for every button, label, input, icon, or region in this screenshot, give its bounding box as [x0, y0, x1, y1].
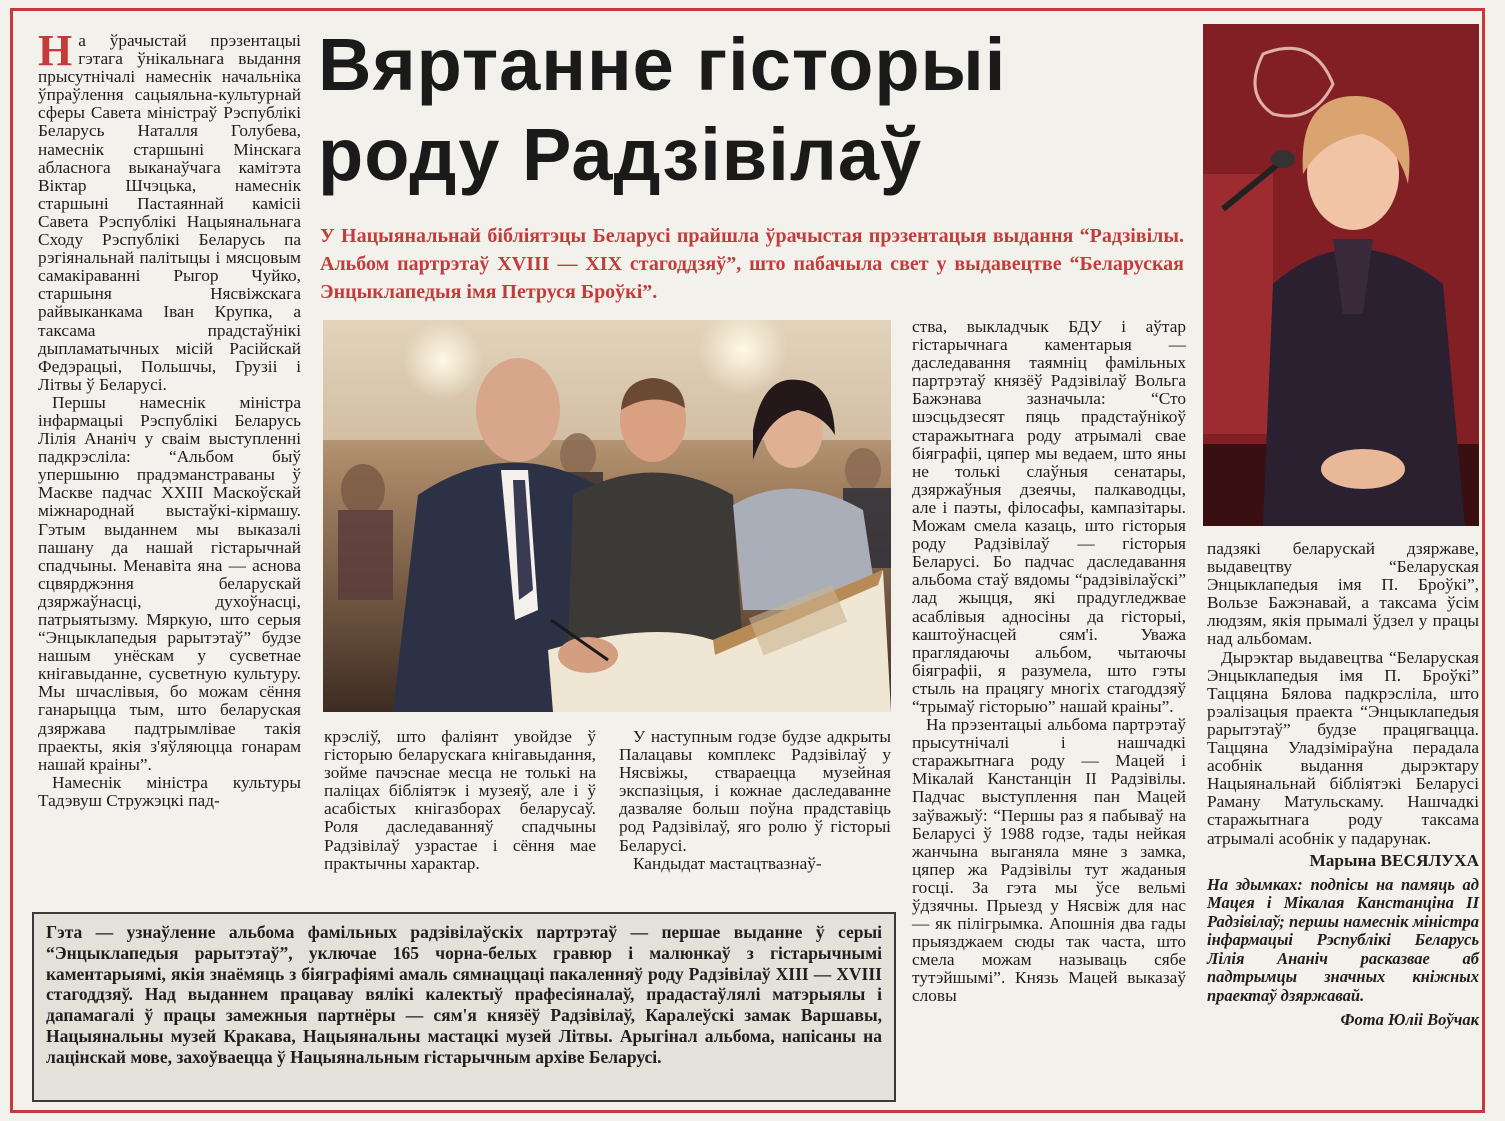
- drop-cap: Н: [38, 26, 73, 75]
- col5-paragraph: падзякі беларускай дзяржаве, выдавецтву “Беларуская Энцыклапедыя імя П. Броўкі”, Вользе Бажэнавай, а таксама ўсім людзям, якія прымалі ўдзел у працы над альбомам.: [1207, 539, 1479, 649]
- info-box: [32, 912, 896, 1102]
- lead-paragraph: У Нацыянальнай бібліятэцы Беларусі прайшла ўрачыстая прэзентацыя выдання “Радзівілы. Альбом партрэтаў XVIII — XIX стагоддзяў”, што пабачыла свет у выдавецтве “Беларуская Энцыклапедыя імя Петруся Броўкі”.: [320, 225, 1184, 303]
- column-1: [38, 26, 301, 810]
- speaker-illustration: [1203, 24, 1479, 526]
- author-signature: [1207, 852, 1479, 870]
- col1-paragraph: [38, 26, 301, 394]
- col2-paragraph: крэсліў, што фаліянт увойдзе ў гісторыю беларускага кнігавыдання, зойме пачэснае месца не толькі на паліцах бібліятэк і музеяў, але і ў асабістых кнігазборах беларусаў. Роля даследаванняў спадчыны Радзівілаў узрастае і сёння мае практычны характар.: [324, 727, 596, 873]
- col5-paragraph: Дырэктар выдавецтва “Беларуская Энцыклапедыя імя П. Броўкі” Таццяна Бялова падкрэсліла, што рэалізацыя праекта “Энцыклапедыя рарытэтаў” будзе працягвацца. Таццяна Уладзіміраўна перадала асобнік выдання дырэктару Нацыянальнай бібліятэкі Беларусі Раману Матульскаму. Нашчадкі старажытнага роду таксама атрымалі асобнік у падарунак.: [1207, 647, 1479, 848]
- col4-paragraph: На прэзентацыі альбома партрэтаў прысутнічалі і нашчадкі старажытнага роду — Мацей і Мікалай Канстанцін II Радзівілы. Падчас выступлення пан Мацей заўважыў: “Першы раз я пабываў на Беларусі ў 1988 годзе, тады нейкая жанчына выганяла мяне з замка, цяпер жа Радзівілы тут жаданыя госці. За гэта мы ўсе вельмі ўдзячны. Прыезд у Нясвіж для нас — як пілігрымка. Апошнія два гады прыязджаем сюды так часта, што смела можам называць сябе тутэйшымі”. Князь Мацей выказаў словы: [912, 715, 1186, 1006]
- col3-paragraph: Кандыдат мастацтвазнаў-: [633, 853, 822, 873]
- headline-line-2: роду Радзівілаў: [318, 113, 923, 196]
- col1-p1-text: а ўрачыстай прэзентацыі гэтага ўнікальнага выдання прысутнічалі намеснік начальніка ўпраўлення сацыяльна-культурнай сферы Савета міністраў Рэспублікі Беларусь Наталля Голубева, намеснік старшыні Мінскага абласнога выканаўчага камітэта Віктар Шчэцька, намеснік старшыні Пастаяннай камісіі Савета Рэспублікі Нацыянальнага Сходу Рэспублікі Беларусь па рэгіянальнай палітыцы і мясцовым самакіраванні Рыгор Чуйко, старшыня Нясвіжскага райвыканкама Іван Крупка, а таксама прадстаўнікі дыпламатычных місій Расійскай Федэрацыі, Польшчы, Грузіі і Літвы ў Беларусі.: [38, 31, 301, 394]
- column-3: [619, 728, 891, 873]
- man-left-head: [476, 358, 560, 462]
- photo-caption: [1207, 876, 1479, 1006]
- author-first-name: Марына: [1309, 850, 1377, 870]
- headline: [318, 20, 1198, 200]
- main-photo-signing: [323, 320, 891, 712]
- col1-paragraph: Першы намеснік міністра інфармацыі Рэспублікі Беларусь Лілія Ананіч у сваім выступленні падкрэсліла: “Альбом быў упершыню прадэманстраваны ў Маскве падчас XXIII Маскоўскай міжнароднай выстаўкі-кірмашу. Гэтым выданнем мы выказалі пашану да нашай гістарычнай спадчыны. Менавіта яна — аснова сцвярджэння беларускай дзяржаўнасці, духоўнасці, патрыятызму. Мяркую, што серыя “Энцыклапедыя рарытэтаў” будзе нашым унёскам у сусветнае кнігавыданне, сусветную культуру. Мы шчаслівыя, бо можам сёння ганарыцца тым, што беларуская дзяржава падтрымлівае такія праекты, якія з'яўляюцца гонарам нашай краіны”.: [38, 392, 301, 774]
- column-2: [324, 728, 596, 873]
- caption-text: подпісы на памяць ад Мацея і Мікалая Канстанціна II Радзівілаў; першы намеснік міністра інфармацыі Рэспублікі Беларусь Лілія Ананіч расказвае аб падтрымцы значных кніжных праектаў дзяржавай.: [1207, 874, 1479, 1005]
- col4-paragraph: ства, выкладчык БДУ і аўтар гістарычнага каментарыя — даследавання таямніц фамільных партрэтаў князёў Радзівілаў Вольга Бажэнава зазначыла: “Сто шэсцьдзесят пяць прадстаўнікоў старажытнага роду атрымалі свае біяграфіі, цяпер мы ведаем, што яны не толькі слаўныя сенатары, дзяржаўныя дзеячы, палкаводцы, але і паэты, філосафы, кампазітары. Можам смела казаць, што гісторыя роду Радзівілаў — гісторыя Беларусі. Бо падчас даследавання альбома стаў вядомы “радзівілаўскі” лад жыцця, які прадугледжвае асаблівыя адносіны да гісторыі, каштоўнасцей сям'і. Уважа праглядаючы альбом, чытаючы біяграфіі, я разумела, што гэты стыль на працягу многіх стагоддзяў “трымаў гісторыю” нашай краіны”.: [912, 317, 1186, 716]
- col3-paragraph: У наступным годзе будзе адкрыты Палацавы комплекс Радзівілаў у Нясвіжы, ствараецца музейная экспазіцыя, і кожнае даследаванне дазваляе больш поўна прадставіць род Радзівілаў, яго ролю ў гісторыі Беларусі.: [619, 727, 891, 855]
- headline-line-1: Вяртанне гісторыі: [318, 23, 1007, 106]
- col1-paragraph: Намеснік міністра культуры Тадэвуш Стружэцкі пад-: [38, 772, 301, 810]
- author-last-name: ВЕСЯЛУХА: [1380, 850, 1479, 870]
- photo-credit: Фота Юліі Воўчак: [1340, 1010, 1479, 1030]
- caption-lead: На здымках:: [1207, 874, 1303, 894]
- signing-illustration: [323, 320, 891, 712]
- column-5: [1207, 540, 1479, 1029]
- right-photo-speaker: [1203, 24, 1479, 526]
- info-box-text: Гэта — узнаўленне альбома фамільных радзівілаўскіх партрэтаў — першае выданне ў серыі “Энцыклапедыя рарытэтаў”, уключае 165 чорна-белых гравюр і малюнкаў з гістарычнымі каментарыямі, якія знаёмяць з біяграфіямі амаль сямнаццаці пакаленняў роду Радзівілаў XIII — XVIII стагоддзяў. Над выданнем працавау вялікі калектыў прафесіяналаў, прадастаўлялі матэрыялы і дапамагалі ў працы замежныя партнёры — сям'я князёў Радзівілаў, Каралеўскі замак Варшавы, Нацыянальны музей Кракава, Нацыянальны мастацкі музей Літвы. Арыгінал альбома, напісаны на лацінскай мове, захоўваецца ў Нацыянальным гістарычным архіве Беларусі.: [46, 922, 882, 1067]
- column-4: [912, 318, 1186, 1006]
